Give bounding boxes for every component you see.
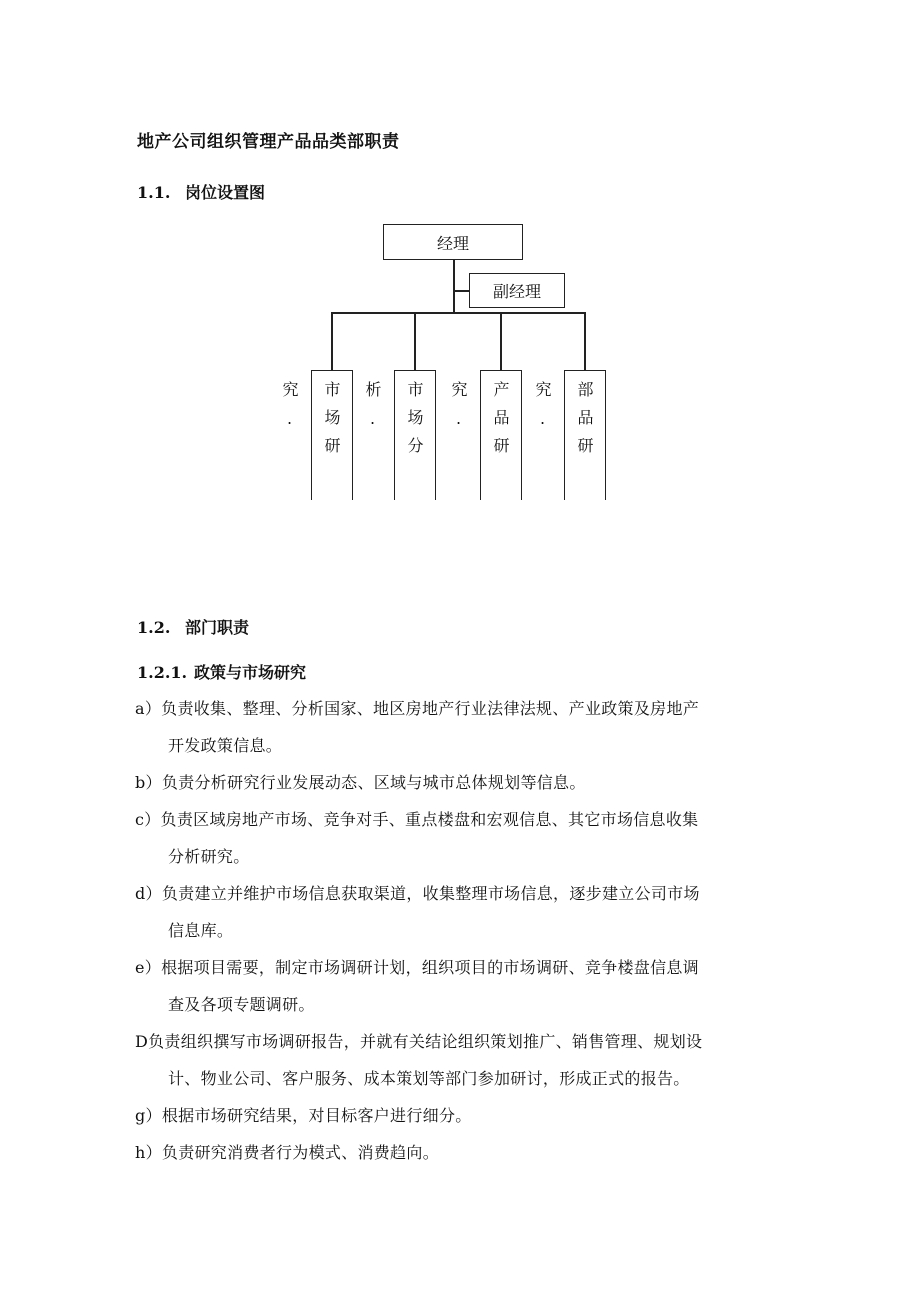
document-title: 地产公司组织管理产品品类部职责 <box>137 132 400 152</box>
section-heading-1-2 <box>137 615 249 638</box>
list-item-text: h）负责研究消费者行为模式、消费趋向。 <box>135 1143 440 1162</box>
org-deputy-box: 副经理 <box>469 273 565 308</box>
org-manager-box: 经理 <box>383 224 523 260</box>
list-item-continuation: 计、物业公司、客户服务、成本策划等部门参加研讨，形成正式的报告。 <box>168 1069 690 1088</box>
list-item <box>135 1134 795 1171</box>
list-item <box>135 801 795 875</box>
section-heading-1-2-1 <box>137 660 306 683</box>
section-number: 1.1. <box>137 183 171 202</box>
org-trunk-line <box>453 260 455 313</box>
section-title: 部门职责 <box>185 618 250 637</box>
list-item-continuation: 信息库。 <box>168 921 234 940</box>
org-unit-box: 市场分析. <box>394 370 436 500</box>
section-title: 岗位设置图 <box>185 183 266 202</box>
duty-list <box>135 690 795 1171</box>
list-item <box>135 949 795 1023</box>
org-unit-box: 市场研究. <box>311 370 353 500</box>
list-item <box>135 1023 795 1097</box>
section-number: 1.2.1. <box>137 663 188 682</box>
list-item <box>135 875 795 949</box>
org-branch-drop <box>500 312 502 370</box>
list-item-text: g）根据市场研究结果，对目标客户进行细分。 <box>135 1106 472 1125</box>
section-title: 政策与市场研究 <box>194 663 307 682</box>
org-deputy-connector <box>453 290 470 292</box>
list-item-continuation: 查及各项专题调研。 <box>168 995 315 1014</box>
list-item-text: D负责组织撰写市场调研报告，并就有关结论组织策划推广、销售管理、规划设 <box>135 1032 703 1051</box>
list-item-text: c）负责区域房地产市场、竞争对手、重点楼盘和宏观信息、其它市场信息收集 <box>135 810 699 829</box>
list-item <box>135 764 795 801</box>
list-item-text: a）负责收集、整理、分析国家、地区房地产行业法律法规、产业政策及房地产 <box>135 699 700 718</box>
org-branch-drop <box>584 312 586 370</box>
list-item <box>135 690 795 764</box>
section-number: 1.2. <box>137 618 171 637</box>
org-unit-box: 部品研究. <box>564 370 606 500</box>
list-item-continuation: 开发政策信息。 <box>168 736 283 755</box>
list-item-text: d）负责建立并维护市场信息获取渠道，收集整理市场信息，逐步建立公司市场 <box>135 884 700 903</box>
section-heading-1-1 <box>137 180 265 203</box>
list-item-text: b）负责分析研究行业发展动态、区域与城市总体规划等信息。 <box>135 773 586 792</box>
list-item-continuation: 分析研究。 <box>168 847 250 866</box>
org-branch-drop <box>414 312 416 370</box>
org-branch-line <box>331 312 585 314</box>
list-item-text: e）根据项目需要，制定市场调研计划，组织项目的市场调研、竞争楼盘信息调 <box>135 958 699 977</box>
org-unit-box: 产品研究. <box>480 370 522 500</box>
org-branch-drop <box>331 312 333 370</box>
list-item <box>135 1097 795 1134</box>
